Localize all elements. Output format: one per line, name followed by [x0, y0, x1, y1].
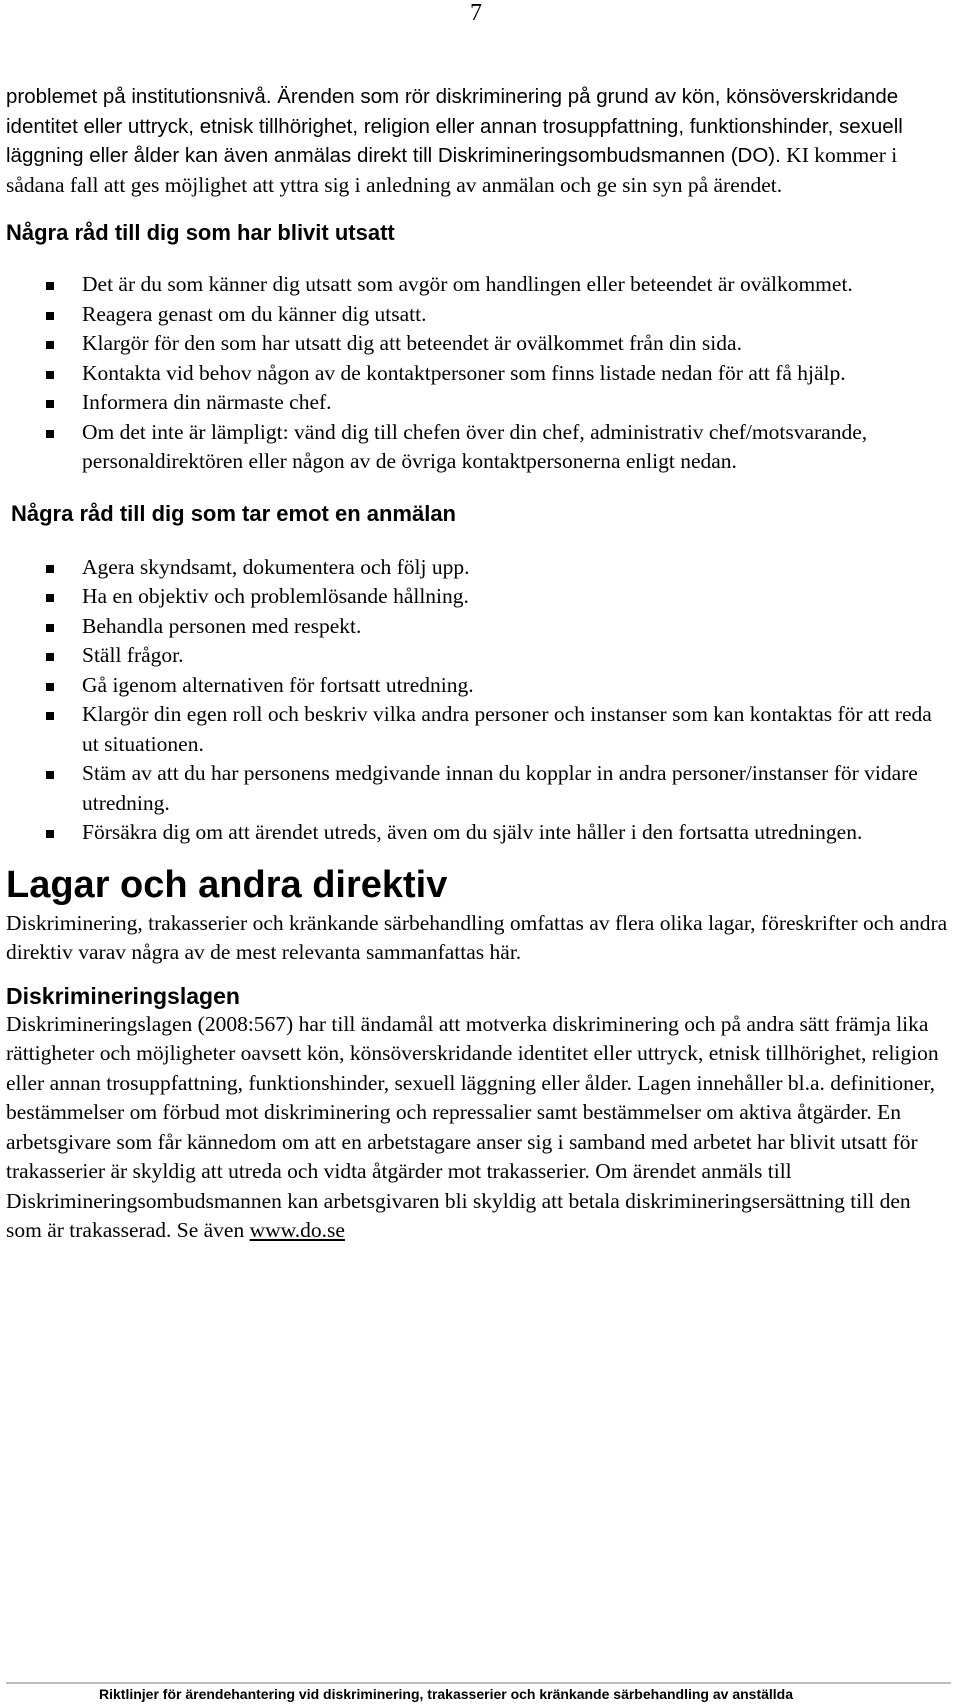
- bullet-icon: [46, 430, 54, 438]
- bullet-icon: [46, 653, 54, 661]
- list-item: Agera skyndsamt, dokumentera och följ upp.: [6, 553, 951, 583]
- intro-text-part2: KI kommer i sådana fall att ges möjlighet att yttra sig i anledning av anmälan och ge sin syn på ärendet.: [6, 143, 898, 197]
- list-item: Klargör för den som har utsatt dig att beteendet är ovälkommet från din sida.: [6, 329, 951, 359]
- list-item: Klargör din egen roll och beskriv vilka andra personer och instanser som kan kontaktas för att reda ut situationen.: [6, 700, 951, 759]
- bullet-icon: [46, 771, 54, 779]
- list-item: Informera din närmaste chef.: [6, 388, 951, 418]
- intro-text-part1: problemet på institutionsnivå. Ärenden som rör diskriminering på grund av kön, könsöverskridande identitet eller uttryck, etnisk tillhörighet, religion eller annan trosuppfattning, funktionshinder, sexuell läggning eller ålder kan även anmälas direkt till Diskrimineringsombudsmannen (DO).: [6, 85, 903, 167]
- page-content: [6, 82, 951, 1246]
- page-number: 7: [470, 0, 482, 26]
- footer-divider: [6, 1682, 951, 1684]
- list-item: Reagera genast om du känner dig utsatt.: [6, 300, 951, 330]
- discrimination-act-body: Diskrimineringslagen (2008:567) har till ändamål att motverka diskriminering och på andra sätt främja lika rättigheter och möjligheter oavsett kön, könsöverskridande identitet eller uttryck, etnisk tillhörighet, religion eller annan trosuppfattning, funktionshinder, sexuell läggning eller ålder. Lagen innehåller bl.a. definitioner, bestämmelser om förbud mot diskriminering och repressalier samt bestämmelser om aktiva åtgärder. En arbetsgivare som får kännedom om att en arbetstagare anser sig i samband med arbetet har blivit utsatt för trakasserier är skyldig att utreda och vidta åtgärder mot trakasserier. Om ärendet anmäls till Diskrimineringsombudsmannen kan arbetsgivaren bli skyldig att betala diskrimineringsersättning till den som är trakasserad. Se även www.do.se: [6, 1011, 939, 1242]
- bullet-icon: [46, 712, 54, 720]
- bullet-icon: [46, 594, 54, 602]
- intro-paragraph: [6, 82, 951, 200]
- bullet-icon: [46, 400, 54, 408]
- list-item: Ha en objektiv och problemlösande hållning.: [6, 582, 951, 612]
- receiver-advice-list: [6, 553, 951, 848]
- bullet-icon: [46, 282, 54, 290]
- list-item: Det är du som känner dig utsatt som avgör om handlingen eller beteendet är ovälkommet.: [6, 270, 951, 300]
- bullet-icon: [46, 683, 54, 691]
- list-item: Försäkra dig om att ärendet utreds, även om du själv inte håller i den fortsatta utredningen.: [6, 818, 951, 848]
- laws-heading: Lagar och andra direktiv: [6, 863, 448, 906]
- do-website-link[interactable]: www.do.se: [249, 1218, 345, 1242]
- list-item: Om det inte är lämpligt: vänd dig till chefen över din chef, administrativ chef/motsvarande, personaldirektören eller någon av de övriga kontaktpersonerna enligt nedan.: [6, 418, 951, 477]
- laws-intro: Diskriminering, trakasserier och kränkande särbehandling omfattas av flera olika lagar, föreskrifter och andra direktiv varav några av de mest relevanta sammanfattas här.: [6, 910, 948, 964]
- victim-advice-list: [6, 270, 951, 477]
- footer-text: Riktlinjer för ärendehantering vid diskriminering, trakasserier och kränkande särbehandling av anställda: [99, 1686, 794, 1702]
- list-item: Gå igenom alternativen för fortsatt utredning.: [6, 671, 951, 701]
- discrimination-act-heading: Diskrimineringslagen: [6, 982, 240, 1009]
- bullet-icon: [46, 341, 54, 349]
- list-item: Kontakta vid behov någon av de kontaktpersoner som finns listade nedan för att få hjälp.: [6, 359, 951, 389]
- bullet-icon: [46, 830, 54, 838]
- list-item: Ställ frågor.: [6, 641, 951, 671]
- section-heading-victim-advice: Några råd till dig som har blivit utsatt: [6, 220, 395, 245]
- bullet-icon: [46, 565, 54, 573]
- bullet-icon: [46, 624, 54, 632]
- list-item: Behandla personen med respekt.: [6, 612, 951, 642]
- bullet-icon: [46, 371, 54, 379]
- list-item: Stäm av att du har personens medgivande innan du kopplar in andra personer/instanser för vidare utredning.: [6, 759, 951, 818]
- section-heading-receiver-advice: Några råd till dig som tar emot en anmälan: [11, 500, 456, 526]
- bullet-icon: [46, 312, 54, 320]
